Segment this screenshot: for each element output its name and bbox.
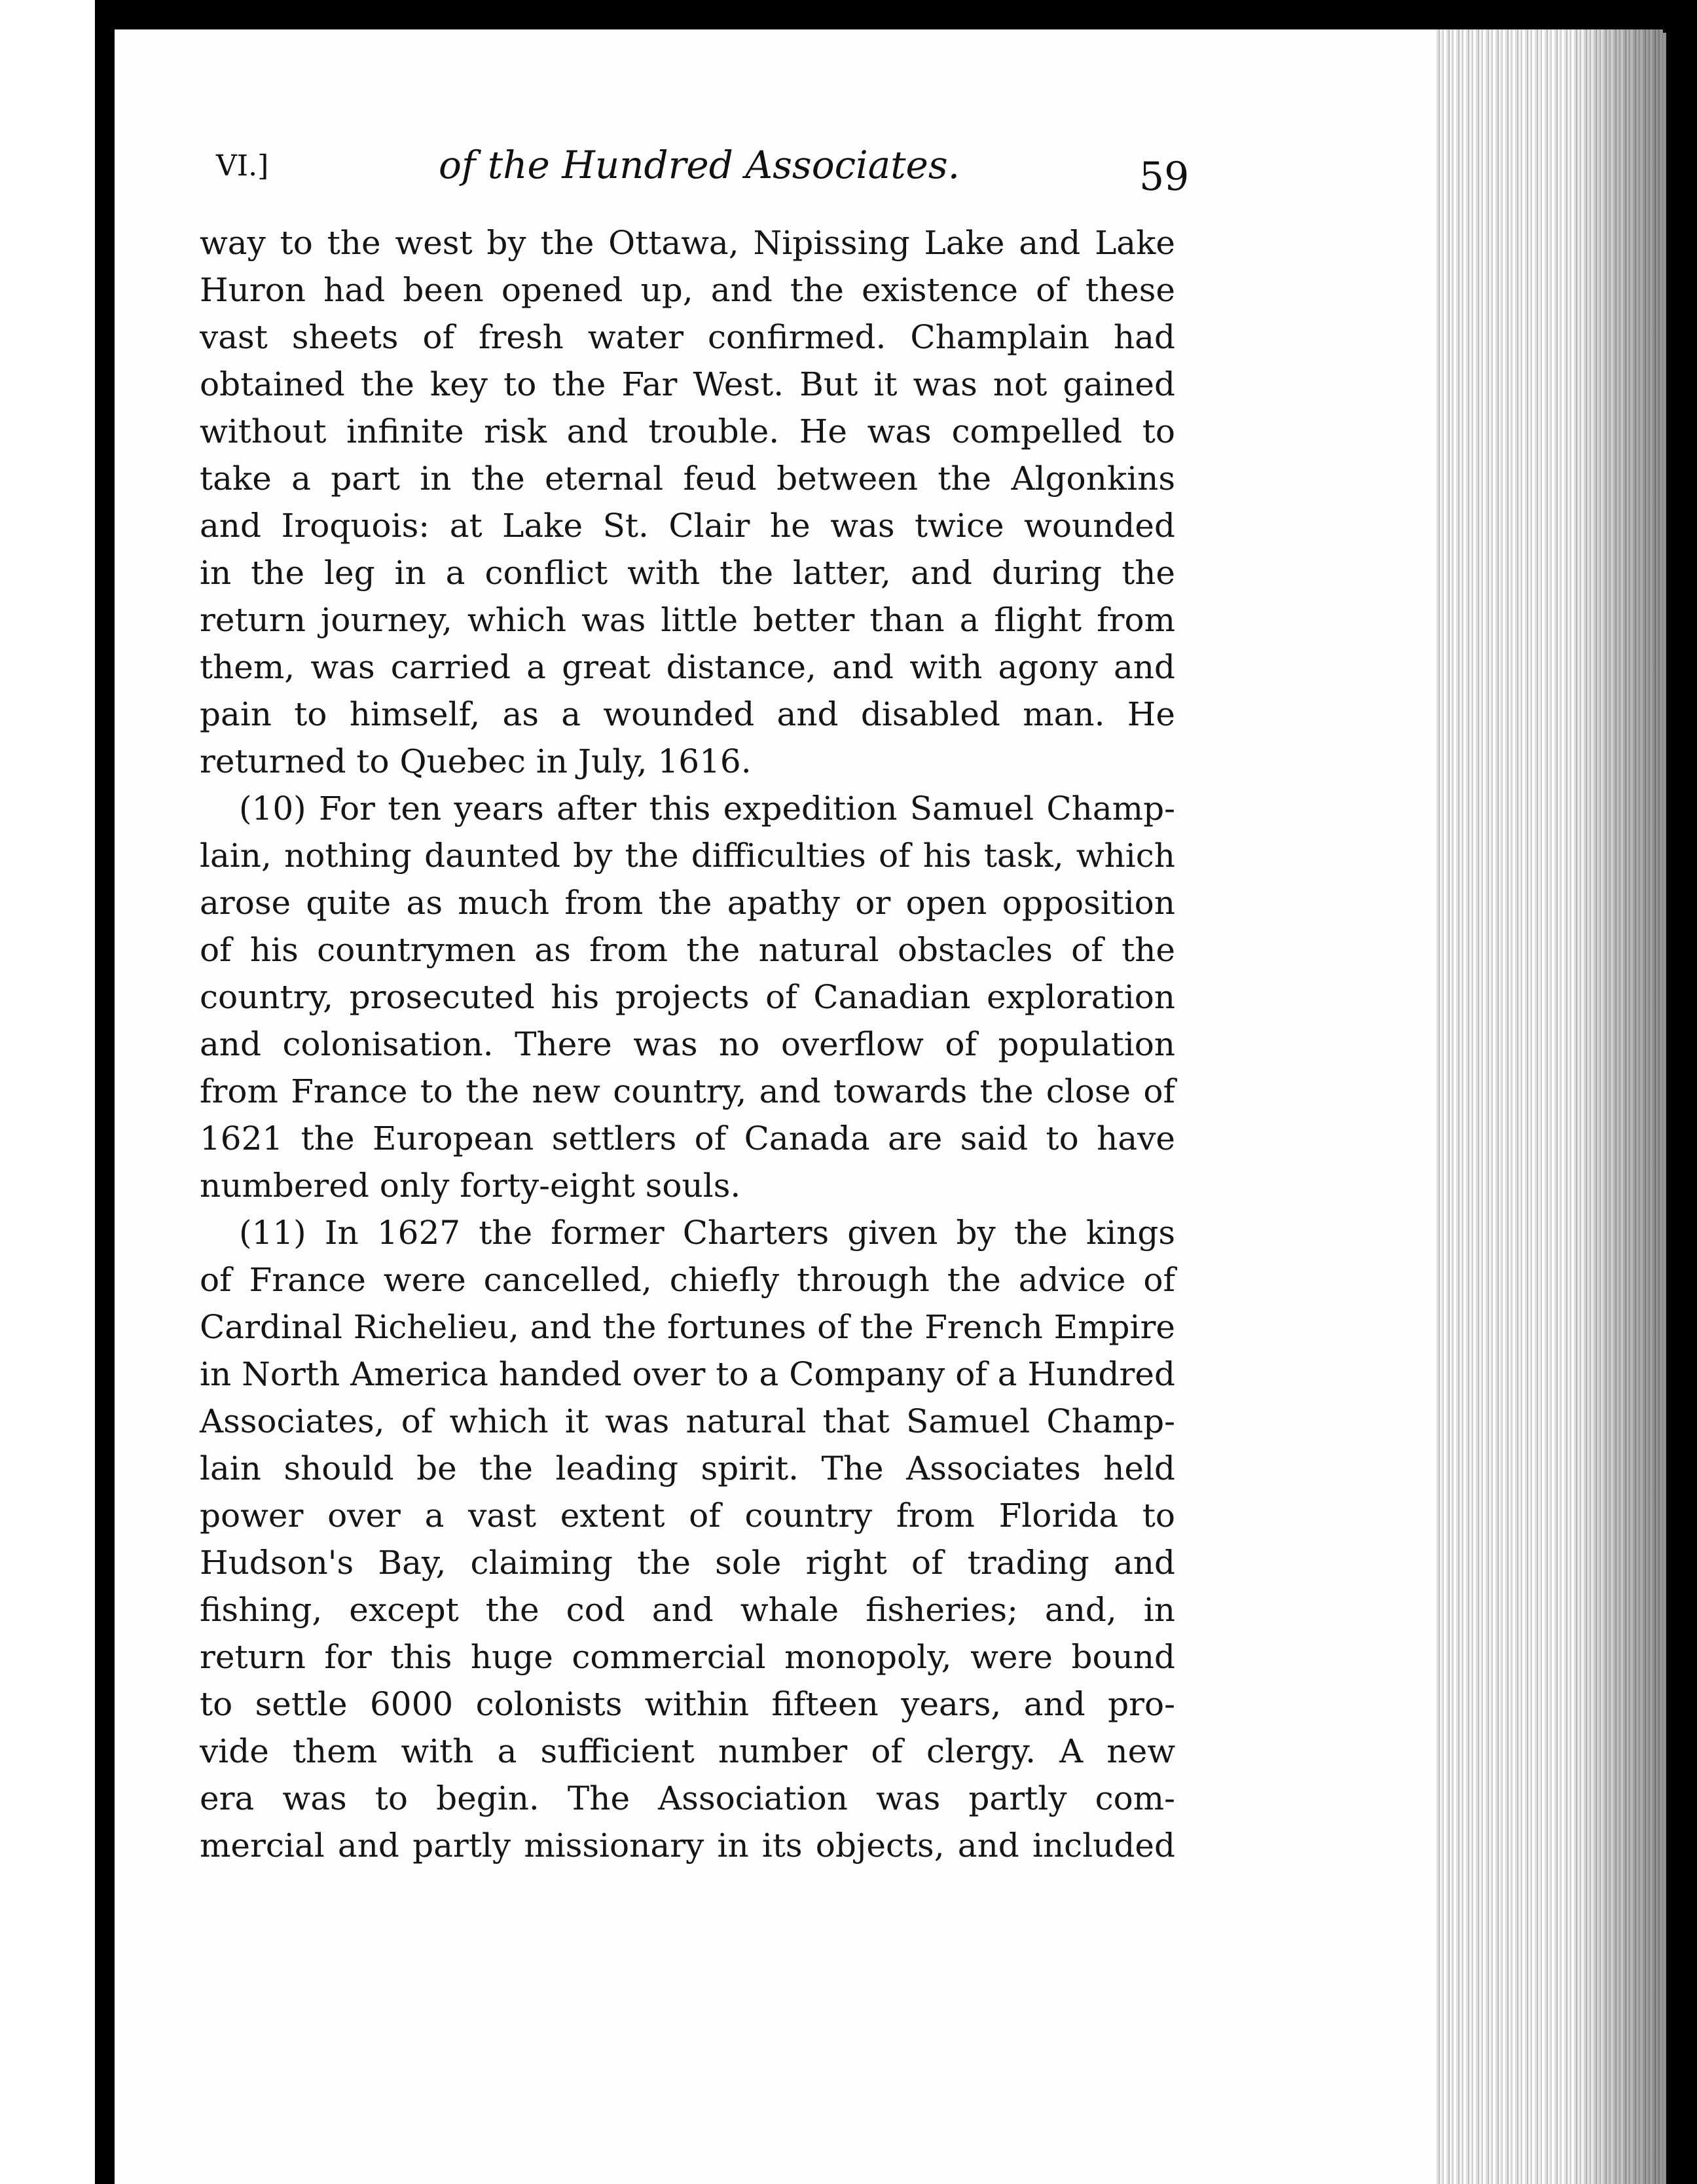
text-line: in the leg in a conflict with the latter, and during the — [200, 554, 1175, 592]
text-line: of his countrymen as from the natural obstacles of the — [200, 931, 1175, 969]
text-line: 1621 the European settlers of Canada are said to have — [200, 1119, 1175, 1157]
gutter-shadow — [95, 20, 115, 2184]
text-line: without infinite risk and trouble. He was compelled to — [200, 412, 1175, 450]
body-text — [200, 219, 1175, 1869]
leaves-shadow — [1571, 29, 1670, 2184]
text-line: era was to begin. The Association was partly com- — [200, 1779, 1175, 1817]
text-line: lain, nothing daunted by the difficulties of his task, which — [200, 837, 1175, 875]
text-line: (11) In 1627 the former Charters given by the kings — [239, 1214, 1175, 1252]
text-line: to settle 6000 colonists within fifteen years, and pro- — [200, 1685, 1175, 1723]
text-line: country, prosecuted his projects of Canadian exploration — [200, 978, 1175, 1016]
text-line: Cardinal Richelieu, and the fortunes of the French Empire — [200, 1308, 1175, 1346]
paragraph — [200, 219, 1175, 785]
text-line: Huron had been opened up, and the existence of these — [200, 271, 1175, 309]
text-line: fishing, except the cod and whale fisheries; and, in — [200, 1591, 1175, 1629]
paragraph — [200, 1209, 1175, 1869]
chapter-marker: VI.] — [216, 149, 269, 183]
text-line: pain to himself, as a wounded and disabled man. He — [200, 695, 1175, 733]
text-line: return journey, which was little better than a flight from — [200, 601, 1175, 639]
text-line: return for this huge commercial monopoly, were bound — [200, 1638, 1175, 1676]
text-line: from France to the new country, and towards the close of — [200, 1072, 1175, 1110]
text-line: take a part in the eternal feud between the Algonkins — [200, 460, 1175, 498]
text-line: power over a vast extent of country from Florida to — [200, 1497, 1175, 1535]
page-number: 59 — [1139, 154, 1190, 200]
text-line: way to the west by the Ottawa, Nipissing Lake and Lake — [200, 224, 1175, 262]
text-line: vast sheets of fresh water confirmed. Champlain had — [200, 318, 1175, 356]
text-line: and colonisation. There was no overflow of population — [200, 1025, 1175, 1063]
text-line: in North America handed over to a Company of a Hundred — [200, 1355, 1175, 1393]
text-line: returned to Quebec in July, 1616. — [200, 742, 752, 780]
text-line: and Iroquois: at Lake St. Clair he was twice wounded — [200, 507, 1175, 545]
book-cover-edge — [1666, 0, 1697, 2184]
text-line: Associates, of which it was natural that Samuel Champ- — [200, 1402, 1175, 1440]
text-line: of France were cancelled, chiefly through the advice of — [200, 1261, 1175, 1299]
text-line: vide them with a sufficient number of clergy. A new — [200, 1732, 1175, 1770]
paragraph — [200, 785, 1175, 1209]
running-header — [216, 137, 1190, 200]
text-line: (10) For ten years after this expedition Samuel Champ- — [239, 790, 1175, 828]
text-line: Hudson's Bay, claiming the sole right of trading and — [200, 1544, 1175, 1582]
text-line: mercial and partly missionary in its objects, and included — [200, 1827, 1175, 1865]
running-title: of the Hundred Associates. — [439, 143, 960, 187]
text-line: lain should be the leading spirit. The Associates held — [200, 1449, 1175, 1487]
text-line: them, was carried a great distance, and with agony and — [200, 648, 1175, 686]
scan-background — [0, 0, 1697, 33]
text-line: arose quite as much from the apathy or open opposition — [200, 884, 1175, 922]
text-line: obtained the key to the Far West. But it was not gained — [200, 365, 1175, 403]
text-line: numbered only forty-eight souls. — [200, 1167, 741, 1205]
previous-page-edge — [0, 0, 95, 2184]
